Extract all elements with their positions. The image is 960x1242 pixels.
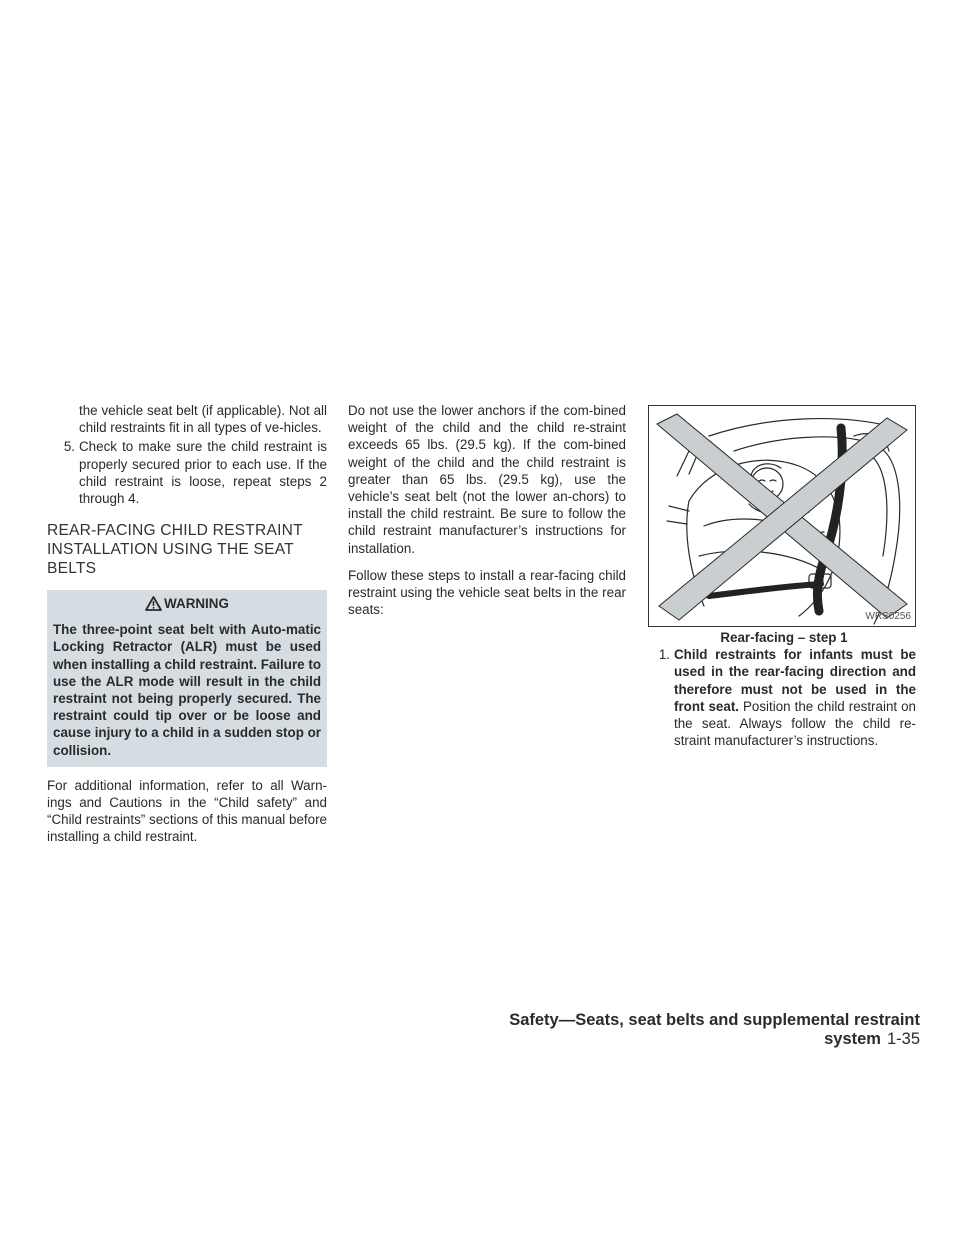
warning-text: The three-point seat belt with Auto-matic Locking Retractor (ALR) must be used when installing a child restraint. Failure to use the ALR mode will result in the child restraint not being properly secured. The restraint could tip over or be loose and cause injury to a child in a sudden stop or collision. [53, 622, 321, 758]
footer-section-title: Safety—Seats, seat belts and supplemental restraint system [509, 1011, 920, 1048]
warning-title: WARNING [164, 596, 229, 612]
step-5 [47, 438, 327, 507]
step-1-body [674, 646, 916, 749]
follow-steps-paragraph: Follow these steps to install a rear-facing child restraint using the vehicle seat belts in the rear seats: [348, 567, 626, 618]
step-1 [646, 646, 916, 749]
page-number: 1-35 [886, 1030, 920, 1048]
warning-header [53, 595, 321, 616]
warning-box [47, 590, 327, 767]
warning-triangle-icon [145, 596, 162, 616]
step-5-number: 5. [63, 439, 75, 455]
figure-caption: Rear-facing – step 1 [720, 630, 848, 645]
page-footer [440, 1011, 920, 1049]
figure-code: WRS0256 [865, 610, 911, 622]
child-seat-drawing [649, 406, 915, 626]
column-right [646, 405, 916, 749]
rear-facing-illustration [648, 405, 916, 627]
continued-text: the vehicle seat belt (if applicable). Not all child restraints fit in all types of ve-hicles. [79, 403, 327, 436]
step-1-bold-text: Child restraints for infants must be used in the rear-facing direction and therefore must not be used in the front seat. [674, 647, 916, 714]
step-1-text: Position the child restraint on the seat. Always follow the child re-straint manufacturer’s instructions. [674, 698, 916, 749]
section-heading: REAR-FACING CHILD RESTRAINT INSTALLATION USING THE SEAT BELTS [47, 522, 303, 578]
additional-info: For additional information, refer to all Warn-ings and Cautions in the “Child safety” and “Child restraints” sections of this manual before installing a child restraint. [47, 777, 327, 845]
step-5-text: Check to make sure the child restraint is properly secured prior to each use. If the child restraint is loose, repeat steps 2 through 4. [79, 439, 327, 507]
column-middle [348, 402, 626, 618]
step-1-number: 1. [658, 647, 670, 663]
lower-anchors-paragraph: Do not use the lower anchors if the com-bined weight of the child and the child re-straint exceeds 65 lbs. (29.5 kg). If the com-bined weight of the child and the child restraint is greater than 65 lbs. (29.5 kg), use the vehicle’s seat belt (not the lower an-chors) to install the child restraint. Be sure to follow the child restraint manufacturer’s instructions for installation. [348, 403, 626, 556]
column-left [47, 402, 327, 846]
